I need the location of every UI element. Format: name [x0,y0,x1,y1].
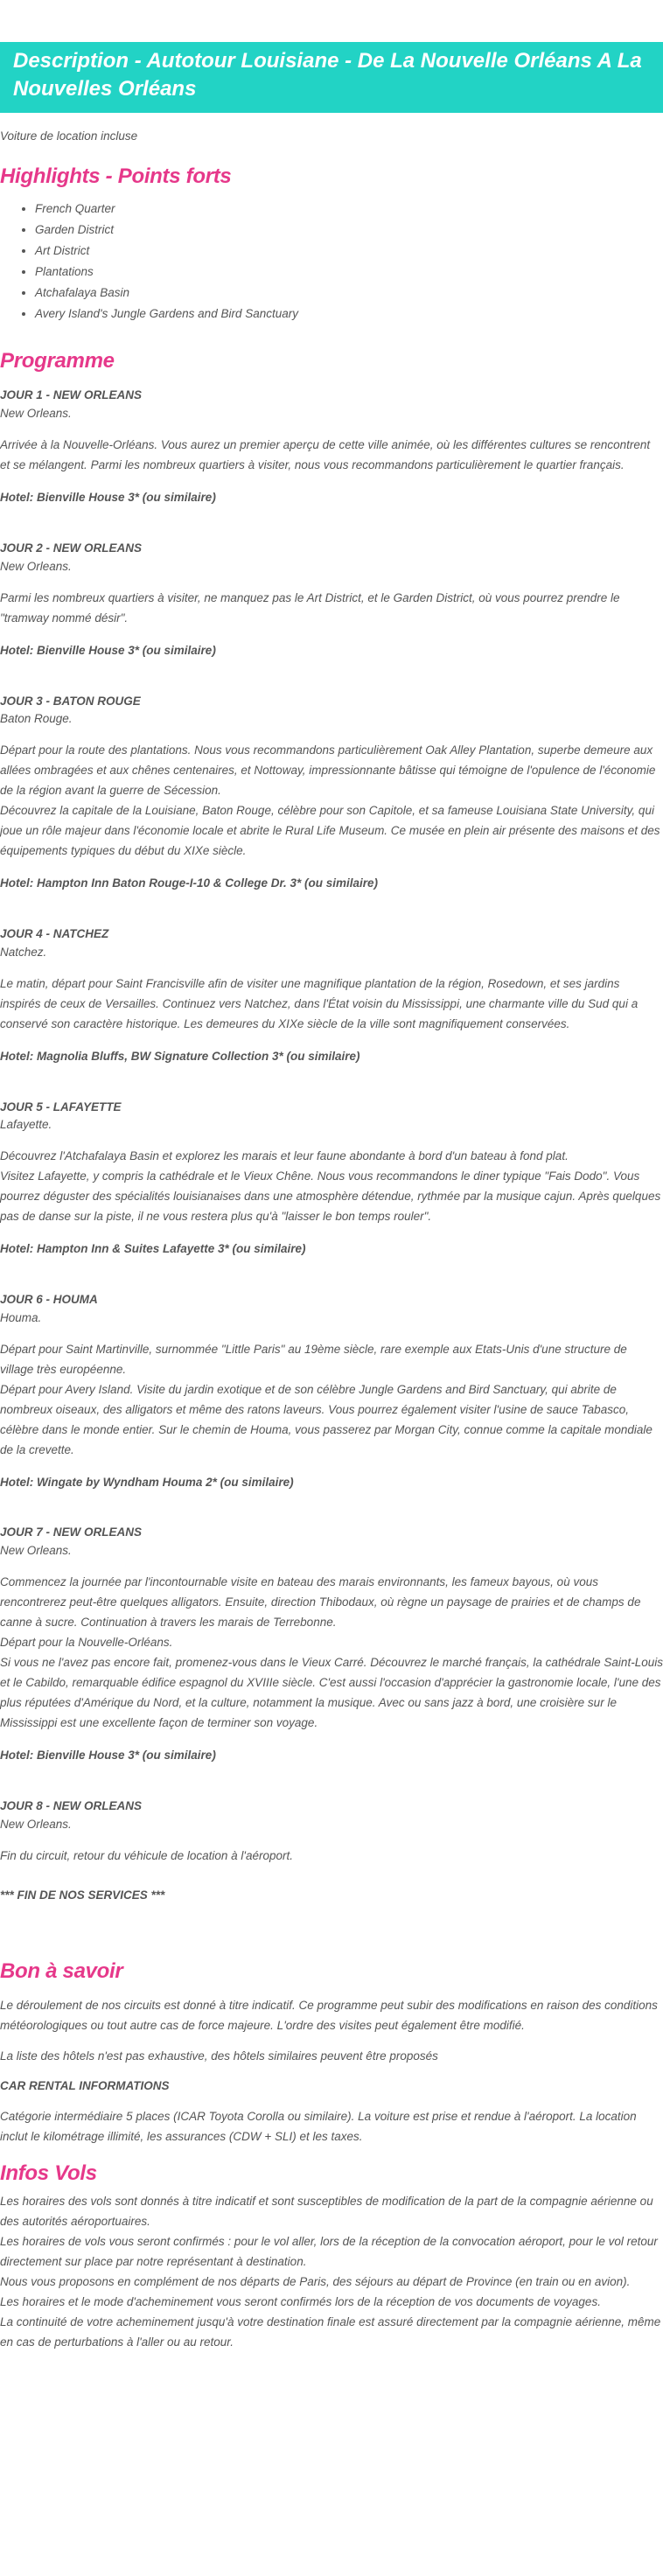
infos-vols-title: Infos Vols [0,2161,97,2186]
day-title: JOUR 6 - HOUMA [0,1293,98,1307]
day-paragraph: Le matin, départ pour Saint Francisville afin de visiter une magnifique plantation de la région, Rosedown, et ses jardins inspirés de ceux de Versailles. Continuez vers Natchez, dans l'État voisin du Mississippi, une charmante ville du Sud qui a conservé son caractère historique. Les demeures du XIXe siècle de la ville sont magnifiquement conservées. [0,976,639,1030]
day-location: New Orleans. [0,559,72,573]
day-title: JOUR 7 - NEW ORLEANS [0,1525,143,1539]
day-7 [0,1524,663,1765]
flight-info-line: Les horaires de vols vous seront confirmés : pour le vol aller, lors de la réception de la convocation aéroport, pour le vol retour directement sur place par notre représentant à destination. [0,2235,658,2269]
day-paragraph: Départ pour la Nouvelle-Orléans. [0,1636,173,1650]
highlight-item: • French Quarter [35,199,663,220]
day-8 [0,1798,663,1867]
day-description [0,1846,663,1867]
day-paragraph: Parmi les nombreux quartiers à visiter, ne manquez pas le Art District, et le Garden District, où vous pourrez prendre le "tramway nommé désir". [0,590,620,625]
day-description [0,741,663,862]
flight-info-line: Les horaires des vols sont donnés à titre indicatif et sont susceptibles de modification de la part de la compagnie aérienne ou des autorités aéroportuaires. [0,2195,653,2229]
day-title: JOUR 2 - NEW ORLEANS [0,541,143,555]
highlight-item: • Avery Island's Jungle Gardens and Bird Sanctuary [35,304,663,325]
day-title: JOUR 3 - BATON ROUGE [0,694,141,708]
day-title: JOUR 5 - LAFAYETTE [0,1100,122,1113]
main-content [0,127,663,2353]
day-6 [0,1291,663,1492]
bon-a-savoir-title: Bon à savoir [0,1959,123,1984]
day-hotel: Hotel: Bienville House 3* (ou similaire) [0,490,216,504]
day-paragraph: Visitez Lafayette, y compris la cathédrale et le Vieux Chêne. Nous vous recommandons le diner typique "Fais Dodo". Vous pourrez déguster des spécialités louisianaises dans une atmosphère détendue, rythmée par la musique cajun. Après quelques pas de danse sur la piste, il ne vous restera plus qu'à "laisser le bon temps rouler". [0,1169,661,1224]
day-hotel: Hotel: Bienville House 3* (ou similaire) [0,1748,216,1762]
day-hotel: Hotel: Bienville House 3* (ou similaire) [0,643,216,657]
day-location: New Orleans. [0,1817,72,1831]
day-hotel: Hotel: Hampton Inn & Suites Lafayette 3* (ou similaire) [0,1242,306,1256]
day-hotel: Hotel: Wingate by Wyndham Houma 2* (ou similaire) [0,1475,294,1489]
day-paragraph: Départ pour la route des plantations. Nous vous recommandons particulièrement Oak Alley Plantation, superbe demeure aux allées ombragées et aux chênes centenaires, et Nottoway, impressionnante bâtisse qui témoigne de l'opulence de l'économie de la région avant la guerre de Sécession. [0,743,656,798]
intro-text: Voiture de location incluse [0,129,138,143]
day-2 [0,540,663,661]
day-location: Houma. [0,1310,42,1324]
day-paragraph: Découvrez l'Atchafalaya Basin et explorez les marais et leur faune abondante à bord d'un bateau à fond plat. [0,1149,569,1163]
day-hotel: Hotel: Magnolia Bluffs, BW Signature Collection 3* (ou similaire) [0,1049,360,1063]
infos-vols-section [0,2160,663,2353]
car-rental-heading: CAR RENTAL INFORMATIONS [0,2079,170,2093]
day-title: JOUR 8 - NEW ORLEANS [0,1798,143,1812]
day-paragraph: Départ pour Saint Martinville, surnommée "Little Paris" au 19ème siècle, rare exemple aux Etats-Unis d'une structure de village très européenne. [0,1342,627,1376]
page-title: Description - Autotour Louisiane - De La Nouvelle Orléans A La Nouvelles Orléans [13,49,642,101]
highlight-item: • Plantations [35,262,663,283]
day-description [0,589,663,629]
day-location: Lafayette. [0,1118,52,1132]
page-header [0,42,663,113]
highlight-item: • Garden District [35,220,663,241]
day-1 [0,387,663,508]
flight-info-line: Les horaires et le mode d'acheminement vous seront confirmés lors de la réception de vos documents de voyages. [0,2295,601,2309]
highlight-item: • Art District [35,241,663,262]
hotel-list-note: La liste des hôtels n'est pas exhaustive, des hôtels similaires peuvent être proposés [0,2049,438,2063]
day-paragraph: Commencez la journée par l'incontournable visite en bateau des marais environnants, les fameux bayous, où vous rencontrerez peut-être quelques alligators. Ensuite, direction Thibodaux, où règne un paysage de prairies et de champs de canne à sucre. Continuation à travers les marais de Terrebonne. [0,1575,641,1630]
day-title: JOUR 1 - NEW ORLEANS [0,388,143,402]
day-paragraph: Départ pour Avery Island. Visite du jardin exotique et de son célèbre Jungle Gardens and Bird Sanctuary, qui abrite de nombreux oiseaux, des alligators et même des ratons laveurs. Vous pourrez également visiter l'usine de sauce Tabasco, célèbre dans le monde entier. Sur le chemin de Houma, vous passerez par Morgan City, connue comme la capitale mondiale de la crevette. [0,1382,653,1456]
bon-a-savoir-section [0,1958,663,2147]
end-of-services: *** FIN DE NOS SERVICES *** [0,1888,165,1902]
disclaimer-text: Le déroulement de nos circuits est donné à titre indicatif. Ce programme peut subir des modifications en raison des conditions météorologiques ou tout autre cas de force majeure. L'ordre des visites peut également être modifié. [0,1998,658,2032]
day-paragraph: Si vous ne l'avez pas encore fait, promenez-vous dans le Vieux Carré. Découvrez le marché français, la cathédrale Saint-Louis et le Cabildo, remarquable édifice espagnol du XVIIIe siècle. C'est aussi l'occasion d'apprécier la gastronomie locale, l'une des plus réputées d'Amérique du Nord, et la culture, notamment la musique. Avec ou sans jazz à bord, une croisière sur le Mississippi est une excellente façon de terminer son voyage. [0,1656,663,1729]
day-location: Baton Rouge. [0,712,73,726]
day-5 [0,1099,663,1260]
day-4 [0,925,663,1067]
day-description [0,1340,663,1461]
day-location: New Orleans. [0,1544,72,1558]
day-paragraph: Découvrez la capitale de la Louisiane, Baton Rouge, célèbre pour son Capitole, et sa fameuse Louisiana State University, qui joue un rôle majeur dans l'économie locale et abrite le Rural Life Museum. Ce musée en plein air présente des maisons et des équipements typiques du début du XIXe siècle. [0,804,660,858]
day-paragraph: Fin du circuit, retour du véhicule de location à l'aéroport. [0,1848,294,1862]
day-3 [0,693,663,894]
day-description [0,436,663,476]
highlights-list [0,199,663,325]
day-paragraph: Arrivée à la Nouvelle-Orléans. Vous aurez un premier aperçu de cette ville animée, où les différentes cultures se rencontrent et se mélangent. Parmi les nombreux quartiers à visiter, nous vous recommandons particulièrement le quartier français. [0,438,651,471]
car-rental-text: Catégorie intermédiaire 5 places (ICAR Toyota Corolla ou similaire). La voiture est prise et rendue à l'aéroport. La location inclut le kilométrage illimité, les assurances (CDW + SLI) et les taxes. [0,2110,637,2144]
day-hotel: Hotel: Hampton Inn Baton Rouge-I-10 & College Dr. 3* (ou similaire) [0,876,379,890]
day-location: Natchez. [0,945,47,959]
highlights-title: Highlights - Points forts [0,164,232,188]
day-title: JOUR 4 - NATCHEZ [0,926,109,940]
day-description [0,974,663,1035]
day-description [0,1573,663,1734]
programme-title: Programme [0,349,115,373]
highlight-item: • Atchafalaya Basin [35,283,663,304]
day-location: New Orleans. [0,407,72,421]
flight-info-line: La continuité de votre acheminement jusqu'à votre destination finale est assuré directement par la compagnie aérienne, même en cas de perturbations à l'aller ou au retour. [0,2315,661,2349]
day-description [0,1147,663,1227]
flight-info-line: Nous vous proposons en complément de nos départs de Paris, des séjours au départ de Province (en train ou en avion). [0,2275,631,2289]
